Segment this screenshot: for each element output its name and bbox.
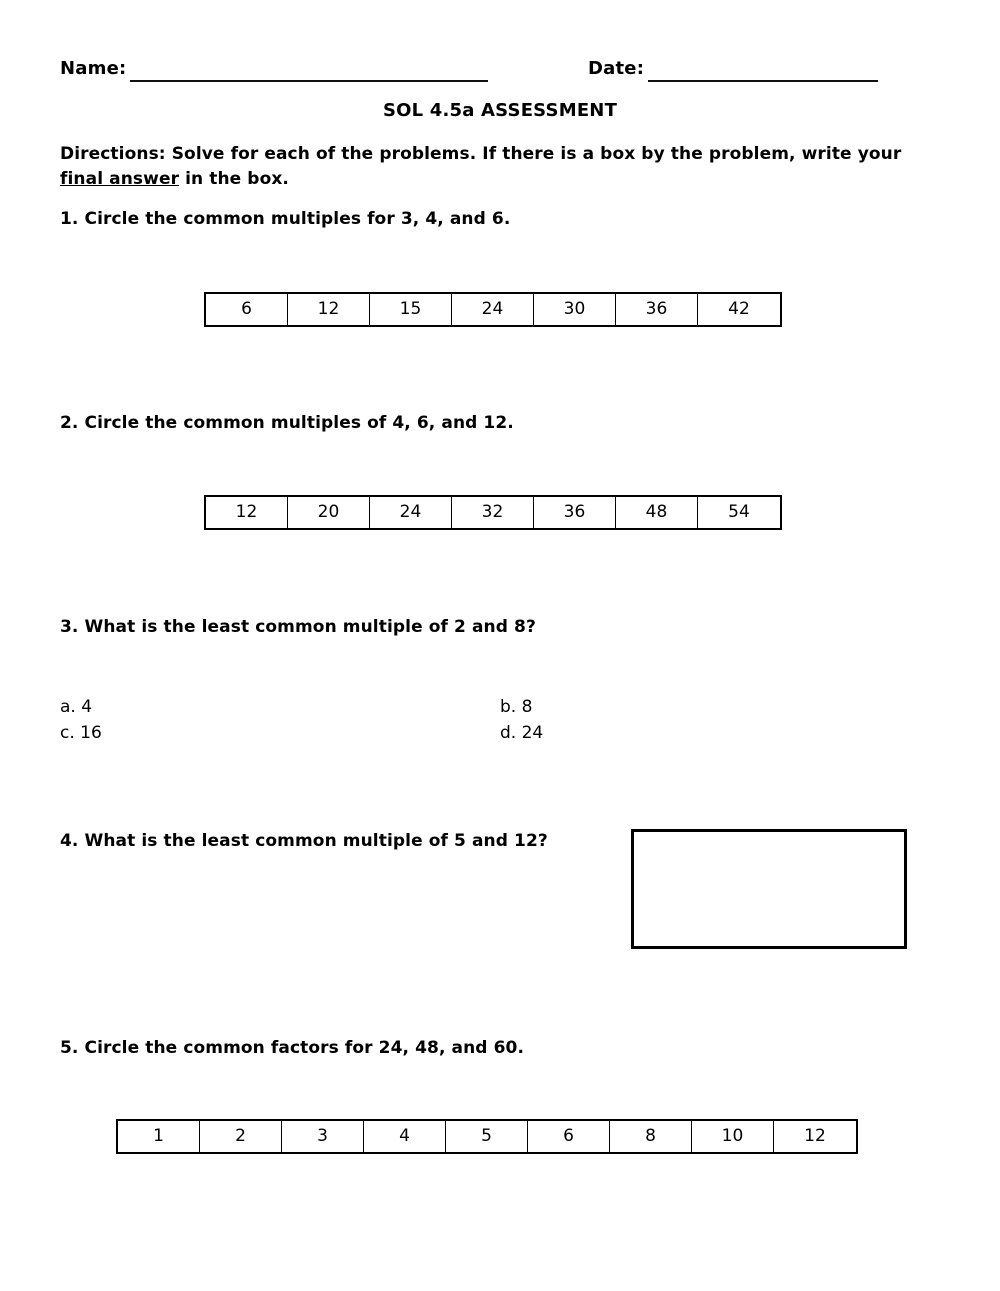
number-cell[interactable]: 3 <box>282 1121 364 1152</box>
number-cell[interactable]: 36 <box>616 294 698 325</box>
number-cell[interactable]: 48 <box>616 497 698 528</box>
date-blank-line[interactable] <box>648 58 878 82</box>
number-cell[interactable]: 12 <box>804 1126 826 1146</box>
question-2-number-table <box>204 495 782 530</box>
question-4-text: 4. What is the least common multiple of 5 and 12? <box>60 831 548 851</box>
name-blank-line[interactable] <box>130 58 488 82</box>
number-cell[interactable]: 30 <box>534 294 616 325</box>
number-cell[interactable]: 8 <box>610 1121 692 1152</box>
question-5-text: 5. Circle the common factors for 24, 48, and 60. <box>60 1038 524 1058</box>
header-row <box>60 58 940 84</box>
number-cell[interactable]: 6 <box>206 294 288 325</box>
question-1-number-table <box>204 292 782 327</box>
page-title: SOL 4.5a ASSESSMENT <box>382 100 618 121</box>
question-5-number-table <box>116 1119 858 1154</box>
number-cell[interactable]: 12 <box>288 294 370 325</box>
directions-rest: in the box. <box>179 169 289 189</box>
question-3-text: 3. What is the least common multiple of 2 and 8? <box>60 617 536 637</box>
question-3-option-d[interactable]: d. 24 <box>500 723 544 743</box>
question-1-text: 1. Circle the common multiples for 3, 4, and 6. <box>60 209 511 229</box>
question-3-option-b[interactable]: b. 8 <box>500 697 533 717</box>
name-label: Name: <box>60 58 127 79</box>
number-cell[interactable]: 54 <box>728 502 750 522</box>
directions-line1: Directions: Solve for each of the problems. If there is a box by the problem, write your <box>60 144 902 164</box>
question-3-option-c[interactable]: c. 16 <box>60 723 102 743</box>
number-cell[interactable]: 5 <box>446 1121 528 1152</box>
number-cell[interactable]: 2 <box>200 1121 282 1152</box>
number-cell[interactable]: 12 <box>206 497 288 528</box>
directions-underlined-phrase: final answer <box>60 169 180 189</box>
number-cell[interactable]: 4 <box>364 1121 446 1152</box>
number-cell[interactable]: 20 <box>288 497 370 528</box>
number-cell[interactable]: 24 <box>452 294 534 325</box>
number-cell[interactable]: 6 <box>528 1121 610 1152</box>
number-cell[interactable]: 32 <box>452 497 534 528</box>
number-cell[interactable]: 36 <box>534 497 616 528</box>
directions-text <box>60 142 950 192</box>
number-cell[interactable]: 15 <box>370 294 452 325</box>
number-cell[interactable]: 42 <box>728 299 750 319</box>
question-2-text: 2. Circle the common multiples of 4, 6, and 12. <box>60 413 514 433</box>
number-cell[interactable]: 24 <box>370 497 452 528</box>
number-cell[interactable]: 1 <box>118 1121 200 1152</box>
question-4-answer-box[interactable] <box>631 829 907 949</box>
question-3-option-a[interactable]: a. 4 <box>60 697 93 717</box>
date-label: Date: <box>588 58 645 79</box>
number-cell[interactable]: 10 <box>692 1121 774 1152</box>
